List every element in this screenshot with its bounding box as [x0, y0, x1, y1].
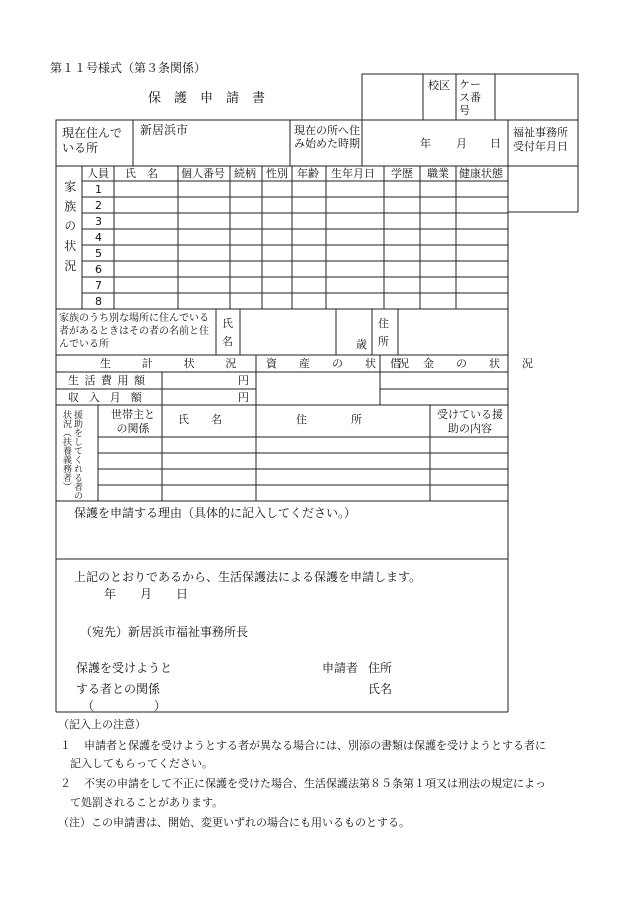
note-2-line-1: 不実の申請をして不正に保護を受けた場合、生活保護法第８５条第１項又は刑法の規定によっ [84, 777, 546, 790]
col-personal-number: 個人番号 [181, 167, 225, 180]
separate-name-label: 氏名 [222, 317, 233, 348]
applicant-name-label: 氏名 [368, 682, 393, 696]
note-1-line-1: 申請者と保護を受けようとする者が異なる場合には、別添の書類は保護を受けようとする者に [84, 739, 546, 752]
livelihood-header: 生 計 状 況 [100, 357, 247, 370]
relation-line-2: する者との関係 [76, 682, 161, 696]
since-year: 年 [420, 137, 431, 150]
income-label: 収入月額 [68, 391, 152, 404]
support-section-label: 援助をしてくれる者の状況（扶養義務者） [61, 410, 82, 500]
row-number: 4 [95, 231, 102, 244]
general-note: （注）この申請書は、開始、変更いずれの場合にも用いるものとする。 [58, 816, 410, 829]
col-age: 年齢 [297, 167, 319, 180]
relation-line-1: 保護を受けようと [76, 661, 173, 675]
since-day: 日 [490, 137, 501, 150]
note-1-line-2: 記入してもらってください。 [70, 757, 213, 770]
family-section-label: 家族の状況 [62, 180, 77, 279]
residence-value[interactable]: 新居浜市 [140, 123, 189, 137]
support-name-header: 氏 名 [178, 413, 222, 426]
reason-field[interactable] [57, 522, 507, 558]
row-number: 7 [95, 279, 102, 292]
col-education: 学歴 [391, 167, 413, 180]
note-2-number: ２ [60, 777, 71, 790]
col-relationship: 続柄 [234, 167, 256, 180]
notes-heading: （記入上の注意） [58, 718, 146, 731]
addressee: （宛先）新居浜市福祉事務所長 [80, 625, 249, 639]
expense-label: 生活費用額 [68, 374, 151, 387]
office-received-label: 福祉事務所受付年月日 [513, 126, 568, 153]
col-occupation: 職業 [427, 167, 449, 180]
residence-since-label: 現在の所へ住み始めた時期 [294, 124, 360, 150]
row-number: 5 [95, 247, 102, 260]
relation-header: 世帯主との関係 [111, 408, 155, 435]
col-birthdate: 生年月日 [331, 167, 375, 180]
income-yen: 円 [238, 391, 249, 404]
reason-label: 保護を申請する理由（具体的に記入してください。） [74, 506, 357, 520]
col-sex: 性別 [266, 167, 288, 180]
debt-header: 借 金 の 状 況 [390, 357, 539, 370]
case-number-field[interactable] [496, 75, 577, 119]
applicant-address-label: 住所 [368, 661, 393, 675]
col-health: 健康状態 [459, 167, 503, 180]
relation-field[interactable]: （ ） [82, 699, 167, 713]
col-members: 人員 [87, 167, 109, 180]
row-number: 3 [95, 215, 102, 228]
school-district-label: 校区 [428, 79, 450, 92]
declaration-date[interactable]: 年 月 日 [104, 587, 189, 601]
case-number-label: ケース番号 [459, 78, 481, 117]
page-title: 保 護 申 請 書 [148, 91, 266, 106]
note-1-number: １ [60, 739, 71, 752]
row-number: 1 [95, 183, 102, 196]
applicant-label: 申請者 [322, 661, 359, 675]
since-month: 月 [456, 137, 467, 150]
separate-address-label: 住所 [378, 317, 389, 348]
separate-age-label: 歳 [356, 338, 367, 351]
residence-label: 現在住んでいる所 [62, 126, 123, 155]
form-number: 第１１号様式（第３条関係） [50, 61, 207, 75]
row-number: 6 [95, 263, 102, 276]
support-address-header: 住 所 [296, 413, 362, 426]
col-name: 氏 名 [125, 167, 158, 180]
row-number: 2 [95, 199, 102, 212]
separate-residence-label: 家族のうち別な場所に住んでいる者があるときはその者の名前と住んでいる所 [59, 313, 209, 350]
declaration-statement: 上記のとおりであるから、生活保護法による保護を申請します。 [74, 570, 422, 584]
assets-header: 資 産 の 状 況 [266, 357, 415, 370]
expense-yen: 円 [238, 374, 249, 387]
row-number: 8 [95, 295, 102, 308]
support-content-header: 受けている援助の内容 [437, 408, 503, 435]
note-2-line-2: て処罰されることがあります。 [70, 796, 224, 809]
